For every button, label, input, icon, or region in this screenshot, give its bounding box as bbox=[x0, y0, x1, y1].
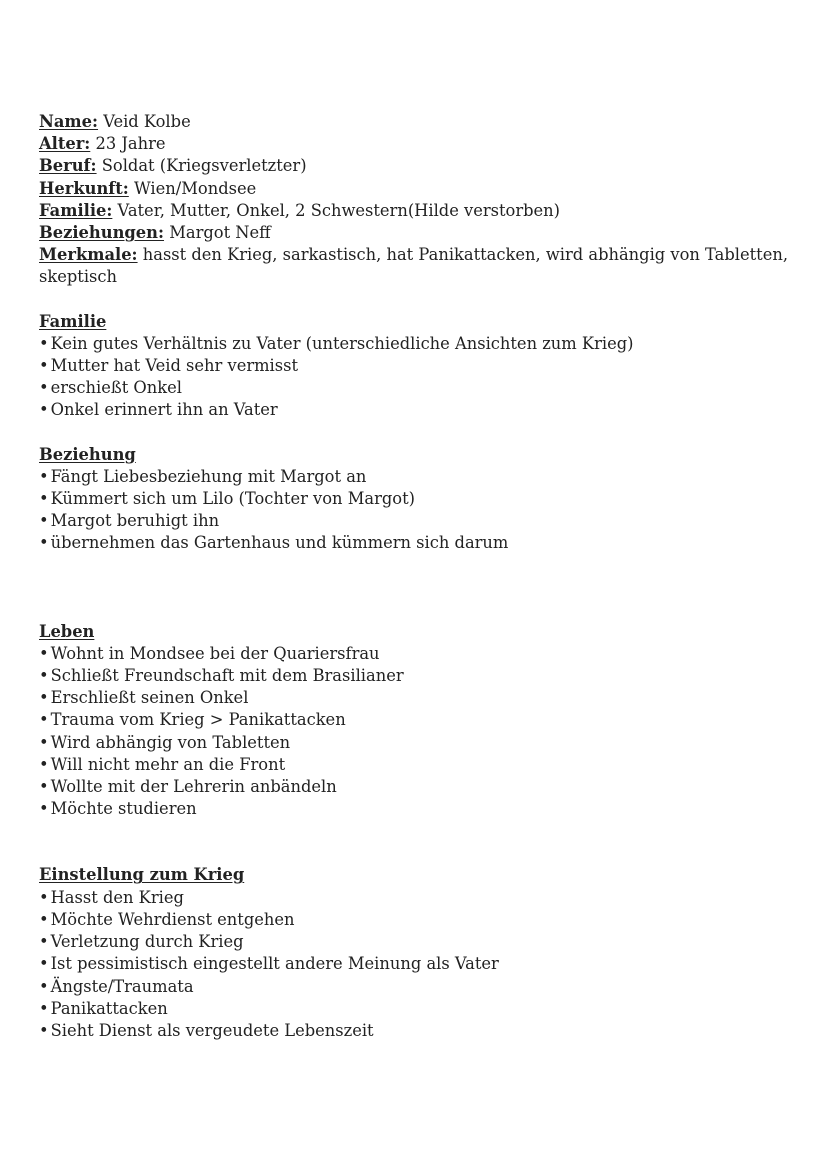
list-item bbox=[39, 510, 799, 532]
bullet-icon: • bbox=[39, 378, 49, 398]
bullet-icon: • bbox=[39, 932, 49, 952]
profile-label: Herkunft: bbox=[39, 178, 129, 198]
list-item-text: Mutter hat Veid sehr vermisst bbox=[50, 356, 299, 376]
profile-row-familie bbox=[39, 200, 799, 222]
profile-value: Wien/Mondsee bbox=[128, 178, 257, 198]
profile-label: Alter: bbox=[39, 134, 91, 154]
list-item-text: Verletzung durch Krieg bbox=[50, 932, 244, 952]
list-item-text: Panikattacken bbox=[50, 998, 168, 1018]
section-heading: Familie bbox=[39, 311, 107, 331]
bullet-icon: • bbox=[39, 909, 49, 929]
list-item-text: Trauma vom Krieg > Panikattacken bbox=[50, 710, 346, 730]
list-item bbox=[39, 709, 799, 731]
section-heading: Einstellung zum Krieg bbox=[39, 865, 245, 885]
section-beziehung bbox=[39, 444, 799, 555]
profile-label: Familie: bbox=[39, 200, 113, 220]
bullet-icon: • bbox=[39, 954, 49, 974]
list-item-text: Ängste/Traumata bbox=[50, 976, 194, 996]
document-page bbox=[39, 111, 799, 1042]
list-item bbox=[39, 665, 799, 687]
list-item bbox=[39, 643, 799, 665]
profile-value: Margot Neff bbox=[164, 223, 271, 243]
list-item-text: Möchte studieren bbox=[50, 799, 197, 819]
list-item bbox=[39, 466, 799, 488]
bullet-icon: • bbox=[39, 666, 49, 686]
profile-row-herkunft bbox=[39, 178, 799, 200]
list-item bbox=[39, 1020, 799, 1042]
list-item bbox=[39, 998, 799, 1020]
list-item bbox=[39, 532, 799, 554]
profile-row-name bbox=[39, 111, 799, 133]
list-item bbox=[39, 732, 799, 754]
list-item bbox=[39, 776, 799, 798]
profile-label: Name: bbox=[39, 112, 99, 131]
list-item-text: Sieht Dienst als vergeudete Lebenszeit bbox=[50, 1020, 374, 1040]
list-item-text: Fängt Liebesbeziehung mit Margot an bbox=[50, 466, 367, 486]
list-item-text: Margot beruhigt ihn bbox=[50, 511, 220, 531]
bullet-icon: • bbox=[39, 533, 49, 553]
bullet-icon: • bbox=[39, 732, 49, 752]
list-item bbox=[39, 976, 799, 998]
list-item bbox=[39, 687, 799, 709]
profile-block bbox=[39, 111, 799, 289]
list-item-text: Kein gutes Verhältnis zu Vater (unterschiedliche Ansichten zum Krieg) bbox=[50, 333, 634, 353]
list-item bbox=[39, 931, 799, 953]
list-item bbox=[39, 887, 799, 909]
list-item-text: Kümmert sich um Lilo (Tochter von Margot) bbox=[50, 489, 415, 509]
list-item-text: erschießt Onkel bbox=[50, 378, 182, 398]
bullet-list bbox=[39, 643, 799, 821]
list-item-text: Schließt Freundschaft mit dem Brasilianer bbox=[50, 666, 404, 686]
bullet-icon: • bbox=[39, 489, 49, 509]
profile-label: Beruf: bbox=[39, 156, 97, 176]
list-item bbox=[39, 488, 799, 510]
bullet-icon: • bbox=[39, 887, 49, 907]
section-familie bbox=[39, 311, 799, 422]
bullet-icon: • bbox=[39, 777, 49, 797]
profile-row-beruf bbox=[39, 155, 799, 177]
list-item bbox=[39, 909, 799, 931]
list-item-text: Wohnt in Mondsee bei der Quariersfrau bbox=[50, 643, 380, 663]
list-item-text: Will nicht mehr an die Front bbox=[50, 754, 286, 774]
list-item bbox=[39, 953, 799, 975]
bullet-icon: • bbox=[39, 998, 49, 1018]
profile-value: hasst den Krieg, sarkastisch, hat Panikattacken, wird abhängig von Tabletten, skeptisch bbox=[39, 245, 789, 287]
profile-value: Veid Kolbe bbox=[98, 112, 191, 131]
bullet-icon: • bbox=[39, 356, 49, 376]
list-item-text: Ist pessimistisch eingestellt andere Meinung als Vater bbox=[50, 954, 499, 974]
list-item-text: Onkel erinnert ihn an Vater bbox=[50, 400, 278, 420]
section-heading: Leben bbox=[39, 621, 95, 641]
bullet-list bbox=[39, 887, 799, 1042]
list-item-text: Wird abhängig von Tabletten bbox=[50, 732, 291, 752]
list-item bbox=[39, 377, 799, 399]
profile-label: Beziehungen: bbox=[39, 223, 165, 243]
profile-value: Vater, Mutter, Onkel, 2 Schwestern(Hilde verstorben) bbox=[112, 200, 561, 220]
bullet-list bbox=[39, 333, 799, 422]
section-einstellung-zum-krieg bbox=[39, 864, 799, 1042]
profile-value: Soldat (Kriegsverletzter) bbox=[96, 156, 307, 176]
bullet-icon: • bbox=[39, 754, 49, 774]
list-item bbox=[39, 399, 799, 421]
bullet-icon: • bbox=[39, 466, 49, 486]
list-item-text: Hasst den Krieg bbox=[50, 887, 184, 907]
section-heading: Beziehung bbox=[39, 444, 136, 464]
section-leben bbox=[39, 621, 799, 821]
profile-value: 23 Jahre bbox=[90, 134, 166, 154]
profile-row-alter bbox=[39, 133, 799, 155]
profile-row-beziehungen bbox=[39, 222, 799, 244]
bullet-icon: • bbox=[39, 333, 49, 353]
list-item bbox=[39, 333, 799, 355]
list-item bbox=[39, 798, 799, 820]
list-item bbox=[39, 355, 799, 377]
bullet-list bbox=[39, 466, 799, 555]
list-item-text: übernehmen das Gartenhaus und kümmern sich darum bbox=[50, 533, 509, 553]
profile-row-merkmale bbox=[39, 244, 799, 288]
list-item-text: Möchte Wehrdienst entgehen bbox=[50, 909, 295, 929]
bullet-icon: • bbox=[39, 688, 49, 708]
list-item bbox=[39, 754, 799, 776]
bullet-icon: • bbox=[39, 1020, 49, 1040]
bullet-icon: • bbox=[39, 799, 49, 819]
bullet-icon: • bbox=[39, 710, 49, 730]
bullet-icon: • bbox=[39, 511, 49, 531]
profile-label: Merkmale: bbox=[39, 245, 138, 265]
bullet-icon: • bbox=[39, 400, 49, 420]
list-item-text: Wollte mit der Lehrerin anbändeln bbox=[50, 777, 337, 797]
bullet-icon: • bbox=[39, 976, 49, 996]
list-item-text: Erschließt seinen Onkel bbox=[50, 688, 249, 708]
bullet-icon: • bbox=[39, 643, 49, 663]
